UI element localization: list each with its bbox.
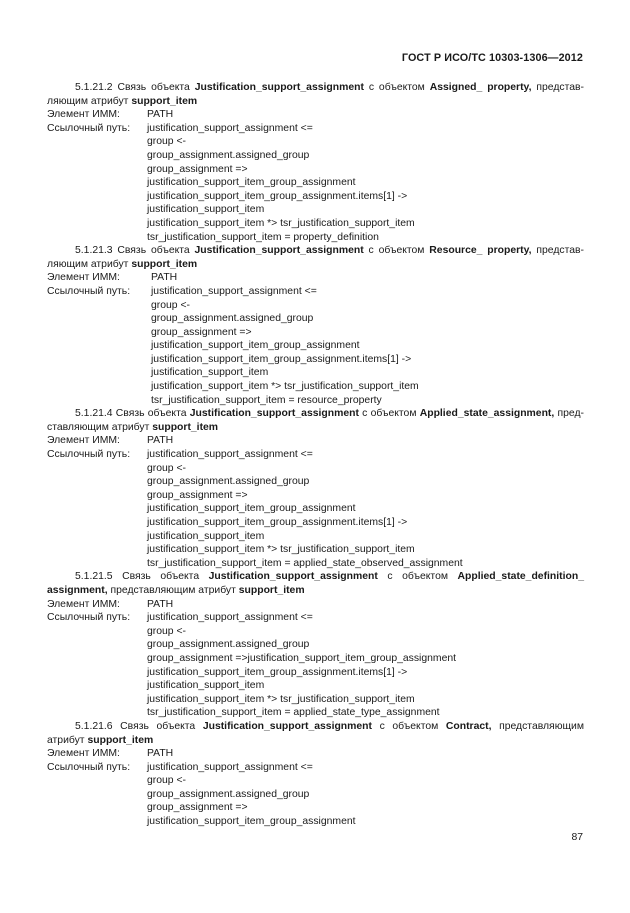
- path-line: tsr_justification_support_item = applied_state_observed_assignment: [147, 557, 463, 569]
- path-line: group_assignment.assigned_group: [147, 639, 310, 651]
- path-line: justification_support_assignment <=: [147, 449, 313, 461]
- heading-text: Связь объекта: [112, 82, 195, 93]
- element-value: PATH: [151, 272, 178, 284]
- section-number: 5.1.21.4: [75, 408, 113, 420]
- element-row: [47, 108, 584, 122]
- entity-name: Assigned_ property,: [429, 82, 532, 93]
- entity-name: Justification_support_assignment: [208, 571, 378, 583]
- element-value: PATH: [147, 748, 174, 760]
- path-line: group_assignment.assigned_group: [147, 476, 310, 488]
- path-line: group <-: [151, 299, 190, 311]
- element-row: [47, 271, 584, 285]
- path-line: group_assignment =>justification_support_item_group_assignment: [147, 652, 457, 664]
- heading-text: представляющим атрибут: [107, 584, 239, 596]
- entity-name: Resource_ property,: [429, 245, 532, 257]
- section-5-1-21-6: [47, 720, 584, 829]
- entity-name: Justification_support_assignment: [202, 720, 372, 732]
- element-label: Элемент ИММ:: [47, 748, 120, 760]
- path-line: group <-: [147, 775, 186, 787]
- path-line: group <-: [147, 136, 186, 148]
- path-line: justification_support_assignment <=: [147, 612, 313, 624]
- heading-text: с объектом: [358, 408, 420, 420]
- element-value: PATH: [147, 109, 174, 121]
- path-lines: [147, 611, 456, 720]
- element-row: [47, 434, 584, 448]
- path-line: group_assignment.assigned_group: [151, 313, 314, 325]
- section-heading: [47, 81, 584, 108]
- heading-text: представляющим атрибут: [47, 720, 584, 746]
- heading-text: представ-ляющим атрибут: [47, 245, 584, 270]
- entity-name: Justification_support_assignment: [189, 408, 359, 420]
- path-line: justification_support_item *> tsr_justification_support_item: [147, 217, 415, 229]
- element-value: PATH: [147, 435, 174, 447]
- path-label: Ссылочный путь:: [47, 612, 131, 624]
- path-lines: [147, 448, 463, 570]
- path-line: group <-: [147, 625, 186, 637]
- path-line: group_assignment.assigned_group: [147, 788, 310, 800]
- path-line: group_assignment =>: [147, 802, 248, 814]
- heading-text: Связь объекта: [112, 571, 209, 583]
- path-line: tsr_justification_support_item = resource_property: [151, 394, 382, 406]
- heading-text: с объектом: [371, 720, 446, 732]
- element-value: PATH: [147, 598, 174, 610]
- path-row: [47, 611, 584, 720]
- path-line: justification_support_item *> tsr_justification_support_item: [147, 693, 415, 705]
- path-line: justification_support_item_group_assignment.items[1] ->: [147, 517, 408, 528]
- page-number: 87: [571, 832, 583, 843]
- entity-name: support_item: [238, 584, 305, 596]
- path-line: justification_support_item: [147, 204, 265, 216]
- path-line: justification_support_assignment <=: [147, 122, 313, 134]
- heading-text: с объектом: [377, 571, 458, 583]
- element-label: Элемент ИММ:: [47, 598, 120, 610]
- path-label: Ссылочный путь:: [47, 285, 131, 297]
- entity-name: Applied_state_assignment,: [419, 408, 555, 420]
- path-row: [47, 285, 584, 407]
- path-line: justification_support_assignment <=: [147, 761, 313, 773]
- path-line: justification_support_item_group_assignment.items[1] ->: [147, 666, 408, 678]
- path-line: justification_support_item_group_assignment.items[1] ->: [147, 190, 408, 202]
- heading-text: с объектом: [363, 82, 430, 93]
- path-row: [47, 448, 584, 570]
- heading-text: Связь объекта: [112, 408, 190, 420]
- path-line: justification_support_assignment <=: [151, 285, 317, 297]
- path-line: tsr_justification_support_item = applied_state_type_assignment: [147, 707, 440, 719]
- path-line: justification_support_item_group_assignment: [147, 177, 356, 189]
- section-heading: [47, 244, 584, 271]
- entity-name: Contract,: [445, 720, 492, 732]
- heading-text: Связь объекта: [112, 720, 203, 732]
- path-line: justification_support_item_group_assignment: [147, 503, 356, 515]
- path-line: justification_support_item_group_assignment: [151, 340, 360, 352]
- heading-text: Связь объекта: [112, 245, 195, 257]
- path-lines: [147, 122, 415, 244]
- section-number: 5.1.21.3: [75, 245, 113, 257]
- section-5-1-21-3: [47, 244, 584, 407]
- element-label: Элемент ИММ:: [47, 272, 120, 284]
- element-label: Элемент ИММ:: [47, 109, 120, 121]
- section-number: 5.1.21.6: [75, 720, 113, 732]
- heading-text: с объектом: [363, 245, 430, 257]
- heading-text: представ-ляющим атрибут: [47, 82, 584, 107]
- path-line: group_assignment =>: [151, 326, 252, 338]
- section-5-1-21-5: [47, 570, 584, 720]
- path-label: Ссылочный путь:: [47, 761, 131, 773]
- path-row: [47, 122, 584, 244]
- path-label: Ссылочный путь:: [47, 449, 131, 461]
- path-line: group_assignment =>: [147, 489, 248, 501]
- path-line: justification_support_item: [147, 680, 265, 692]
- element-label: Элемент ИММ:: [47, 435, 120, 447]
- section-heading: [47, 570, 584, 597]
- section-heading: [47, 407, 584, 434]
- path-line: group <-: [147, 462, 186, 474]
- page-header: ГОСТ Р ИСО/ТС 10303-1306—2012: [401, 52, 583, 64]
- entity-name: support_item: [131, 95, 198, 107]
- path-line: group_assignment =>: [147, 163, 248, 175]
- entity-name: Justification_support_assignment: [194, 245, 364, 257]
- entity-name: Justification_support_assignment: [194, 82, 364, 93]
- entity-name: Applied_state_definition_ assignment,: [47, 571, 584, 596]
- path-line: justification_support_item_group_assignment.items[1] ->: [151, 353, 412, 365]
- path-line: justification_support_item: [147, 530, 265, 542]
- path-line: justification_support_item *> tsr_justification_support_item: [147, 544, 415, 556]
- path-lines: [151, 285, 419, 407]
- document-body: [47, 81, 584, 829]
- section-5-1-21-2: [47, 81, 584, 244]
- entity-name: support_item: [152, 421, 219, 433]
- entity-name: support_item: [87, 734, 154, 746]
- element-row: [47, 598, 584, 612]
- section-5-1-21-4: [47, 407, 584, 570]
- path-row: [47, 761, 584, 829]
- path-line: justification_support_item *> tsr_justification_support_item: [151, 381, 419, 393]
- path-line: justification_support_item: [151, 367, 269, 379]
- heading-text: пред-ставляющим атрибут: [47, 408, 584, 433]
- path-label: Ссылочный путь:: [47, 122, 131, 134]
- section-heading: [47, 720, 584, 747]
- path-line: group_assignment.assigned_group: [147, 149, 310, 161]
- element-row: [47, 747, 584, 761]
- entity-name: support_item: [131, 258, 198, 270]
- path-lines: [147, 761, 356, 829]
- section-number: 5.1.21.5: [75, 571, 113, 583]
- section-number: 5.1.21.2: [75, 82, 113, 93]
- path-line: justification_support_item_group_assignment: [147, 816, 356, 828]
- path-line: tsr_justification_support_item = property_definition: [147, 231, 379, 243]
